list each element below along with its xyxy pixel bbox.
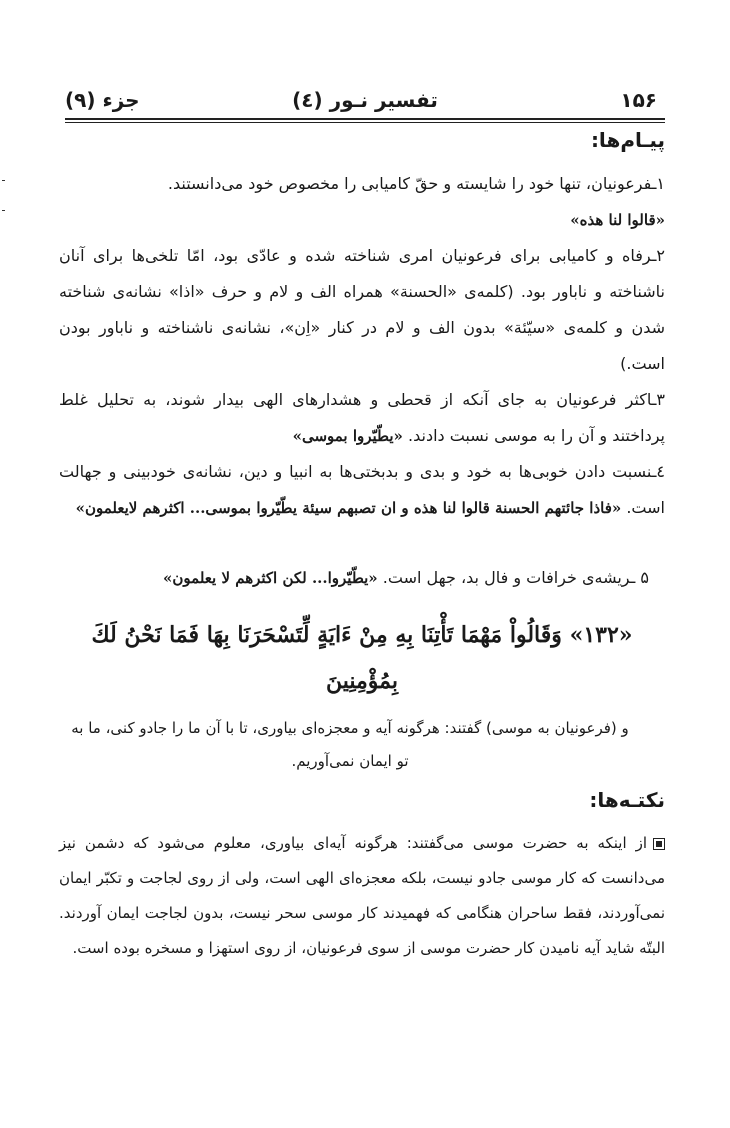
notes-heading: نکتـه‌ها: [589,788,665,812]
message-text: نسبت دادن خوبی‌ها به خود و بدی و بدبختی‌ها به انبیا و دین، نشانه‌ی خودبینی و جهالت است. [59,462,665,517]
message-quote: «یطّیّروا بموسی» [292,427,403,445]
verse-number: «۱۳۲» [569,622,633,648]
message-item-2 [59,238,665,382]
quran-verse [59,612,665,704]
message-text: ریشه‌ی خرافات و فال بد، جهل است. [382,568,631,587]
message-quote: «قالوا لنا هذه» [570,211,665,229]
part-label: جزء (۹) [65,88,140,112]
header-rule-thin [65,122,665,123]
page-header [65,84,665,120]
scan-edge-mark [2,210,5,211]
message-quote: «یطّیّروا... لکن اکثرهم لا یعلمون» [163,569,378,587]
verse-text: وَقَالُواْ مَهْمَا تَأْتِنَا بِهِ مِنْ ءَايَةٍ لِّتَسْحَرَنَا بِهَا فَمَا نَحْنُ لَكَ بِمُؤْمِنِينَ [91,622,562,694]
messages-heading: پیـام‌ها: [590,128,665,152]
book-title: تفسیر نـور (٤) [292,88,438,112]
message-item-5 [59,560,649,596]
scan-edge-mark [2,180,5,181]
message-number: ۳ـ [651,390,665,409]
message-number: ۵ ـ [630,568,649,587]
message-number: ۲ـ [651,246,665,265]
message-text: فرعونیان، تنها خود را شایسته و حقّ کامیابی را مخصوص خود می‌دانستند. [167,174,652,193]
message-item-1 [59,166,665,238]
message-quote: «فاذا جائتهم الحسنة قالوا لنا هذه و ان تصبهم سیئة یطّیّروا بموسی... اکثرهم لایعلمون» [75,499,622,517]
note-paragraph [59,826,665,966]
message-number: ٤ـ [651,462,665,481]
message-item-3 [59,382,665,454]
message-text: رفاه و کامیابی برای فرعونیان امری شناخته شده و عادّی بود، امّا تلخی‌ها برای آنان ناشناخته و ناباور بود. (کلمه‌ی «الحسنة» همراه الف و لام و حرف «اذا» نشانه‌ی شناخته شدن و کلمه‌ی «سیّئة» بدون الف و لام در کنار «اِن»، نشانه‌ی ناشناخته و ناباور بودن است.) [59,246,665,373]
message-text: اکثر فرعونیان به جای آنکه از قحطی و هشدارهای الهی بیدار شوند، به تحلیل غلط پرداختند و آن را به موسی نسبت دادند. [59,390,665,445]
verse-translation: و (فرعونیان به موسی) گفتند: هرگونه آیه و معجزه‌ای بیاوری، تا با آن ما را جادو کنی، ما به تو ایمان نمی‌آوریم. [71,719,629,770]
note-text: از اینکه به حضرت موسی می‌گفتند: هرگونه آیه‌ای بیاوری، معلوم می‌شود که دشمن نیز می‌دانست که کار موسی جادو نیست، بلکه معجزه‌ای الهی است، ولی از روی لجاجت و تکبّر ایمان نمی‌آوردند، فقط ساحران هنگامی که فهمیدند کار موسی سحر نیست، بدون لجاجت ایمان آوردند. البتّه شاید آیه نامیدن کار حضرت موسی از سوی فرعونیان، از روی استهزا و مسخره بوده است. [59,834,665,957]
message-number: ۱ـ [651,174,665,193]
page-number: ۱۵۶ [620,88,657,112]
header-rule [65,118,665,120]
square-bullet-icon [653,838,665,850]
message-item-4 [59,454,665,526]
